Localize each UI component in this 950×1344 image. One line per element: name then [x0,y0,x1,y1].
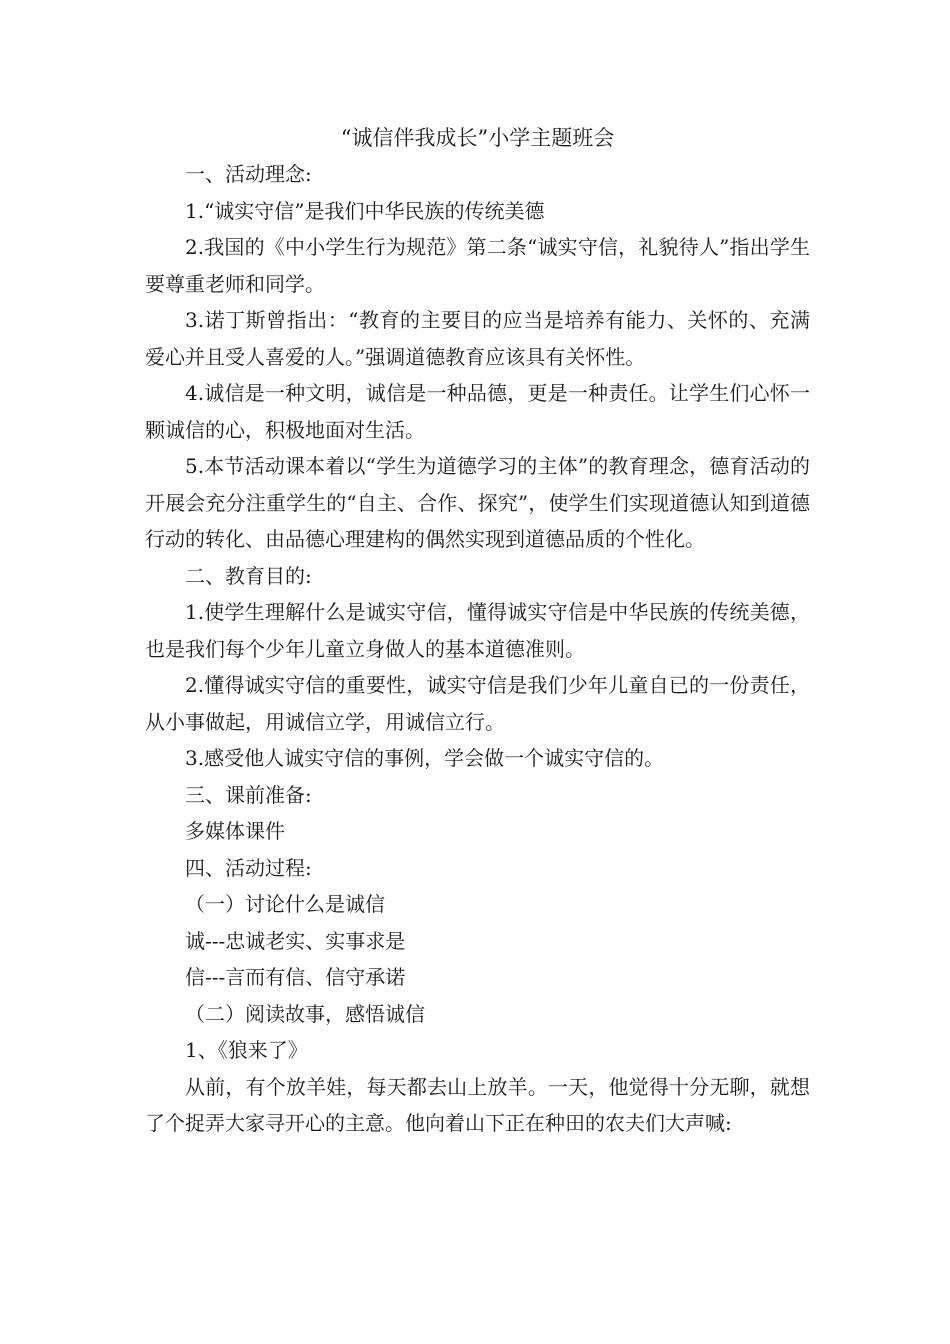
paragraph: 3.诺丁斯曾指出：“教育的主要目的应当是培养有能力、关怀的、充满爱心并且受人喜爱的人。”强调道德教育应该具有关怀性。 [145,308,810,369]
document-title: “诚信伴我成长”小学主题班会 [340,126,615,150]
story-title: 1、《狼来了》 [185,1038,308,1062]
section-heading-1: 一、活动理念: [185,162,312,186]
paragraph: 4.诚信是一种文明，诚信是一种品德，更是一种责任。让学生们心怀一颗诚信的心，积极地面对生活。 [145,381,810,442]
subsection-heading: （二）阅读故事，感悟诚信 [185,1001,425,1026]
section-heading-4: 四、活动过程: [185,855,312,880]
subsection-heading: （一）讨论什么是诚信 [185,892,385,916]
paragraph: 5.本节活动课本着以“学生为道德学习的主体”的教育理念，德育活动的开展会充分注重学生的“自主、合作、探究”，使学生们实现道德认知到道德行动的转化、由品德心理建构的偶然实现到道德品质的个性化。 [145,454,810,551]
paragraph: 1.使学生理解什么是诚实守信，懂得诚实守信是中华民族的传统美德，也是我们每个少年儿童立身做人的基本道德准则。 [145,600,810,661]
paragraph: 1.“诚实守信”是我们中华民族的传统美德 [185,198,545,223]
paragraph: 2.懂得诚实守信的重要性，诚实守信是我们少年儿童自已的一份责任，从小事做起，用诚信立学，用诚信立行。 [145,673,810,734]
document-page [145,120,810,1142]
paragraph: 3.感受他人诚实守信的事例，学会做一个诚实守信的。 [185,746,665,770]
paragraph: 诚---忠诚老实、实事求是 [185,928,406,953]
story-paragraph: 从前，有个放羊娃，每天都去山上放羊。一天，他觉得十分无聊，就想了个捉弄大家寻开心的主意。他向着山下正在种田的农夫们大声喊: [145,1074,810,1135]
paragraph: 2.我国的《中小学生行为规范》第二条“诚实守信，礼貌待人”指出学生要尊重老师和同学。 [145,235,810,296]
paragraph: 信---言而有信、信守承诺 [185,965,406,989]
section-heading-3: 三、课前准备: [185,782,312,807]
section-heading-2: 二、教育目的: [185,563,312,588]
paragraph: 多媒体课件 [185,819,285,843]
